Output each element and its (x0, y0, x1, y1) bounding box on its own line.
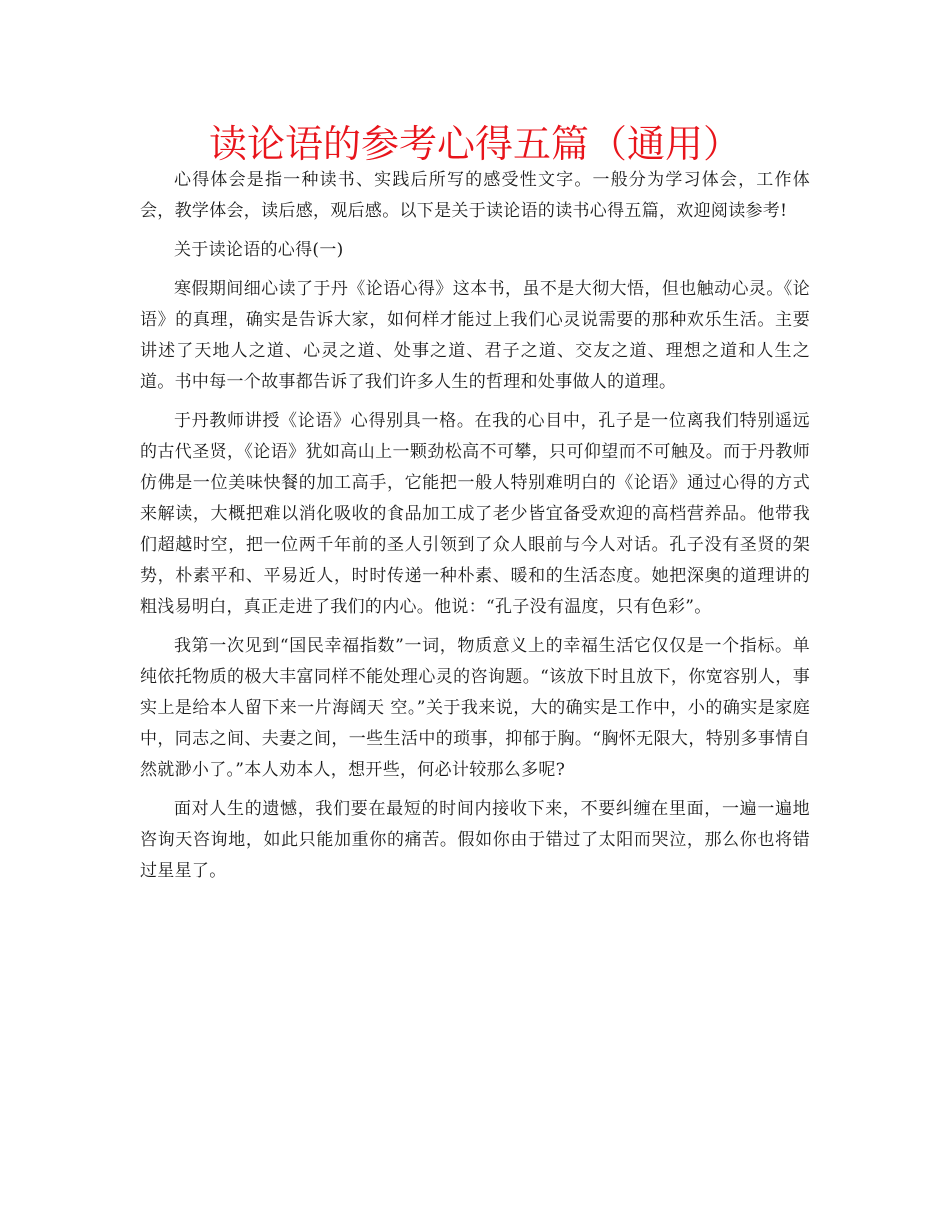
intro-paragraph: 心得体会是指一种读书、实践后所写的感受性文字。一般分为学习体会，工作体会，教学体会，读后感，观后感。以下是关于读论语的读书心得五篇，欢迎阅读参考! (140, 170, 810, 221)
body-paragraph: 面对人生的遗憾，我们要在最短的时间内接收下来，不要纠缠在里面，一遍一遍地咨询天咨询地，如此只能加重你的痛苦。假如你由于错过了太阳而哭泣，那么你也将错过星星了。 (140, 799, 810, 881)
section-heading: 关于读论语的心得(一) (174, 240, 344, 260)
body-paragraph: 寒假期间细心读了于丹《论语心得》这本书，虽不是大彻大悟，但也触动心灵。《论语》的真理，确实是告诉大家，如何样才能过上我们心灵说需要的那种欢乐生活。主要讲述了天地人之道、心灵之道、处事之道、君子之道、交友之道、理想之道和人生之道。书中每一个故事都告诉了我们许多人生的哲理和处事做人的道理。 (140, 279, 810, 392)
document-title: 读论语的参考心得五篇（通用） (208, 122, 741, 166)
body-paragraph: 我第一次见到“国民幸福指数”一词，物质意义上的幸福生活它仅仅是一个指标。单纯依托物质的极大丰富同样不能处理心灵的咨询题。“该放下时且放下，你宽容别人，事实上是给本人留下来一片海阔天 空。”关于我来说，大的确实是工作中，小的确实是家庭中，同志之间、夫妻之间，一些生活中的琐事，抑郁于胸。“胸怀无限大，特别多事情自然就渺小了。”本人劝本人，想开些，何必计较那么多呢? (140, 636, 810, 780)
body-paragraph: 于丹教师讲授《论语》心得别具一格。在我的心目中，孔子是一位离我们特别遥远的古代圣贤，《论语》犹如高山上一颗劲松高不可攀，只可仰望而不可触及。而于丹教师仿佛是一位美味快餐的加工高手，它能把一般人特别难明白的《论语》通过心得的方式来解读，大概把难以消化吸收的食品加工成了老少皆宜备受欢迎的高档营养品。他带我们超越时空，把一位两千年前的圣人引领到了众人眼前与今人对话。孔子没有圣贤的架势，朴素平和、平易近人，时时传递一种朴素、暖和的生活态度。她把深奥的道理讲的粗浅易明白，真正走进了我们的内心。他说：“孔子没有温度，只有色彩”。 (140, 411, 810, 617)
document-body (140, 165, 810, 895)
